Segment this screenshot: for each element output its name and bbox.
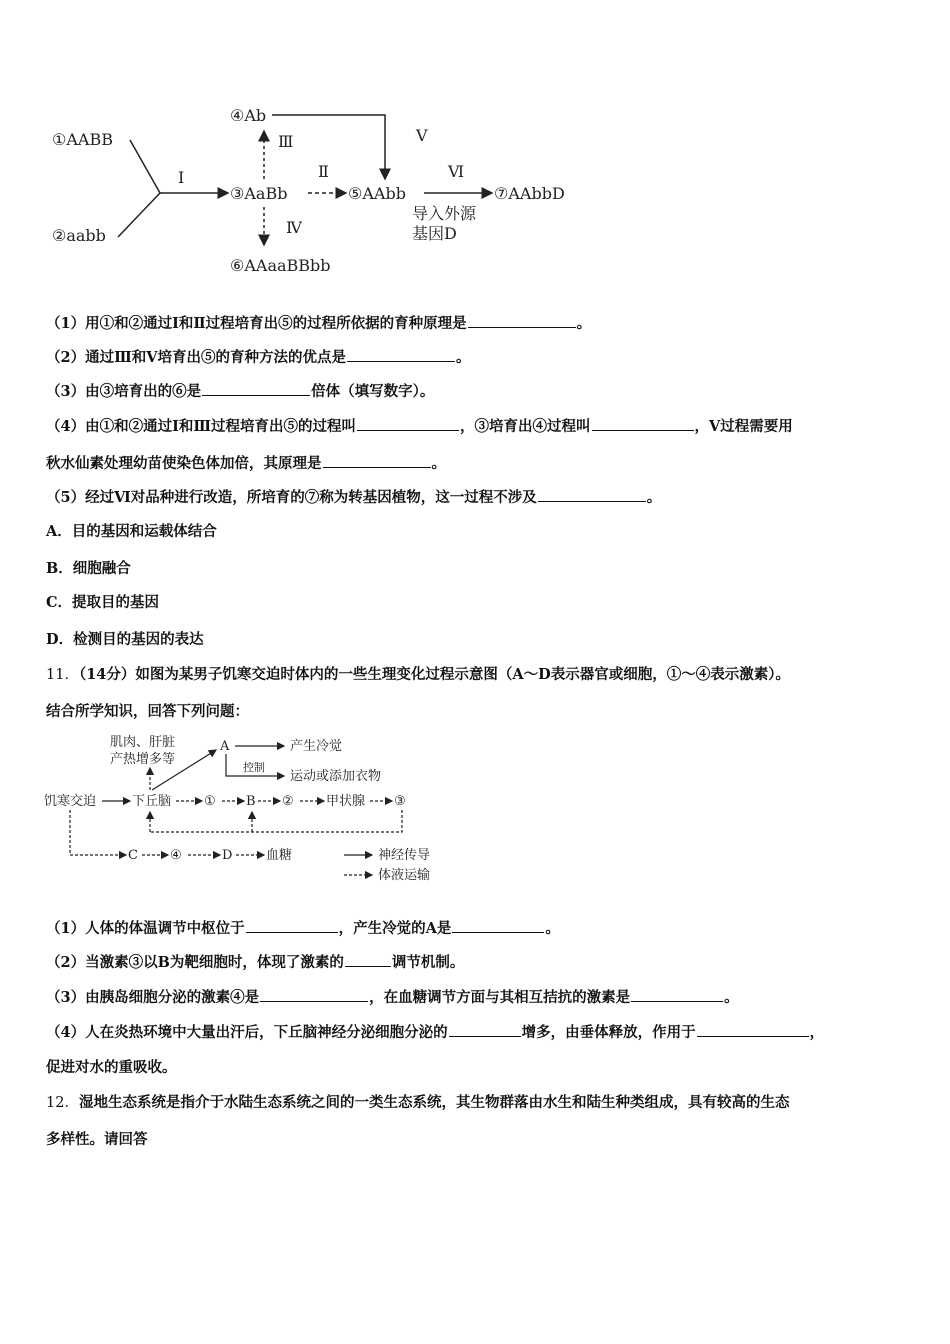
muscle-liver-label: 肌肉、肝脏 (110, 735, 176, 750)
cold-sensation-label: 产生冷觉 (290, 739, 343, 754)
answer-blank[interactable] (592, 416, 694, 431)
answer-blank[interactable] (452, 918, 544, 933)
answer-blank[interactable] (697, 1022, 809, 1037)
answer-blank[interactable] (449, 1022, 521, 1037)
q12-intro-cont: 多样性。请回答 (46, 1131, 148, 1148)
q11-part1: （1）人体的体温调节中枢位于 ，产生冷觉的A是 。 (46, 920, 560, 937)
hormone-2-label: ② (282, 794, 294, 809)
option-A[interactable]: A．目的基因和运载体结合 (46, 523, 217, 540)
q11-part2: （2）当激素③以B为靶细胞时，体现了激素的 调节机制。 (46, 954, 465, 971)
step-II-label: Ⅱ (318, 162, 329, 181)
organ-B-label: B (246, 794, 256, 809)
step-III-label: Ⅲ (278, 132, 294, 151)
question-number: 12． (46, 1095, 79, 1111)
q11-intro-cont: 结合所学知识，回答下列问题： (46, 703, 249, 720)
branch-line-top (130, 140, 160, 193)
option-D[interactable]: D．检测目的基因的表达 (46, 631, 204, 648)
answer-blank[interactable] (246, 918, 338, 933)
breeding-diagram (40, 95, 600, 285)
answer-blank[interactable] (345, 952, 391, 967)
step-IV-label: Ⅳ (286, 218, 302, 237)
node-5: ⑤AAbb (348, 184, 406, 203)
answer-blank[interactable] (347, 347, 455, 362)
question-number: 11． (46, 667, 79, 683)
hormone-3-label: ③ (394, 794, 406, 809)
hypothalamus-label: 下丘脑 (132, 794, 172, 809)
hormone-1-label: ① (204, 794, 216, 809)
control-label: 控制 (243, 761, 265, 774)
option-B[interactable]: B．细胞融合 (46, 560, 131, 577)
answer-blank[interactable] (357, 416, 459, 431)
feedback-loop (150, 810, 402, 832)
q12-intro: 12．湿地生态系统是指介于水陆生态系统之间的一类生态系统，其生物群落由水生和陆生种类组成，具有较高的生态 (46, 1094, 790, 1111)
organ-C-label: C (128, 848, 138, 863)
step-I-label: Ⅰ (178, 168, 185, 187)
branch-line-bottom (118, 193, 160, 237)
q11-intro: 11．（14分）如图为某男子饥寒交迫时体内的一些生理变化过程示意图（A～D表示器官或细胞，①～④表示激素）。 (46, 666, 790, 683)
answer-blank[interactable] (260, 987, 368, 1002)
q10-part1: （1）用①和②通过Ⅰ和Ⅱ过程培育出⑤的过程所依据的育种原理是 。 (46, 315, 592, 332)
legend-nerve-label: 神经传导 (378, 848, 431, 863)
hunger-cold-label: 饥寒交迫 (44, 794, 97, 809)
answer-blank[interactable] (323, 453, 431, 468)
answer-blank[interactable] (468, 313, 576, 328)
blood-sugar-label: 血糖 (266, 848, 293, 863)
node-4: ④Ab (230, 106, 267, 125)
step-VI-label: Ⅵ (448, 162, 465, 181)
option-C[interactable]: C．提取目的基因 (46, 594, 160, 611)
heat-more-label: 产热增多等 (110, 752, 176, 767)
q11-part3: （3）由胰岛细胞分泌的激素④是 ，在血糖调节方面与其相互拮抗的激素是 。 (46, 989, 739, 1006)
exercise-label: 运动或添加衣物 (290, 769, 382, 784)
answer-blank[interactable] (202, 381, 310, 396)
q10-part3: （3）由③培育出的⑥是 倍体（填写数字）。 (46, 383, 435, 400)
answer-blank[interactable] (538, 487, 646, 502)
answer-blank[interactable] (631, 987, 723, 1002)
q10-part4: （4）由①和②通过Ⅰ和Ⅲ过程培育出⑤的过程叫 ，③培育出④过程叫 ，Ⅴ过程需要用 (46, 418, 793, 435)
hormone-4-label: ④ (170, 848, 182, 863)
q10-part2: （2）通过Ⅲ和Ⅴ培育出⑤的育种方法的优点是 。 (46, 349, 471, 366)
foreign-gene-label-1: 导入外源 (412, 204, 477, 223)
organ-D-label: D (222, 848, 233, 863)
node-7: ⑦AAbbD (494, 184, 565, 203)
foreign-gene-label-2: 基因D (412, 224, 457, 243)
organ-A-label: A (220, 739, 230, 754)
thyroid-label: 甲状腺 (326, 794, 366, 809)
thermoregulation-diagram (40, 728, 460, 890)
node-3: ③AaBb (230, 184, 288, 203)
legend-fluid-label: 体液运输 (378, 868, 431, 883)
q10-part5: （5）经过Ⅵ对品种进行改造，所培育的⑦称为转基因植物，这一过程不涉及 。 (46, 489, 662, 506)
node-6: ⑥AAaaBBbb (230, 256, 331, 275)
arrow-to-C (70, 810, 126, 855)
node-2: ②aabb (52, 226, 106, 245)
q11-part4-cont: 促进对水的重吸收。 (46, 1059, 177, 1076)
step-V-label: Ⅴ (416, 126, 428, 145)
node-1: ①AABB (52, 130, 113, 149)
q11-part4: （4）人在炎热环境中大量出汗后，下丘脑神经分泌细胞分泌的 增多，由垂体释放，作用于 ， (46, 1024, 825, 1041)
q10-part4-cont: 秋水仙素处理幼苗使染色体加倍，其原理是 。 (46, 455, 446, 472)
